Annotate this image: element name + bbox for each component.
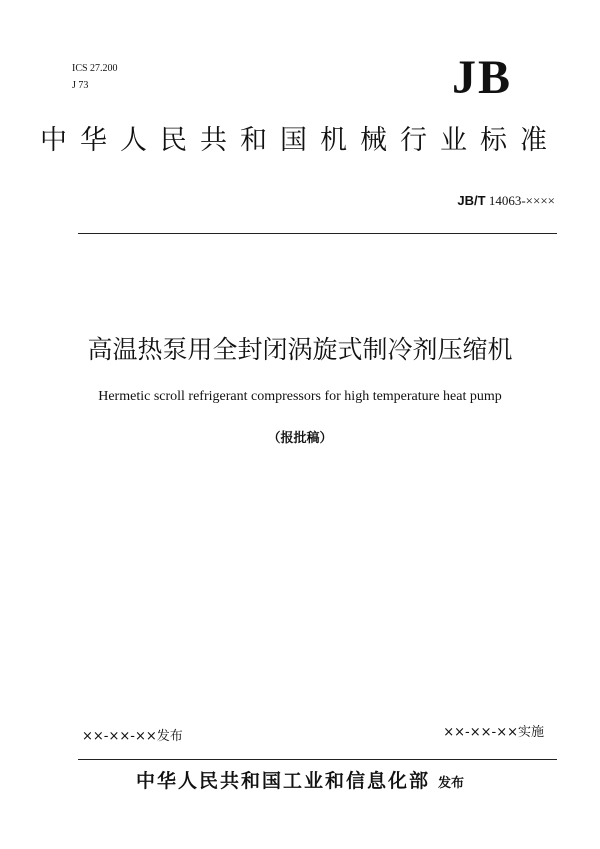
issuer-line bbox=[0, 768, 600, 797]
standard-number bbox=[457, 192, 555, 210]
standard-prefix: JB/T bbox=[457, 193, 486, 208]
header-divider bbox=[78, 233, 557, 234]
document-title-chinese: 高温热泵用全封闭涡旋式制冷剂压缩机 bbox=[87, 335, 513, 364]
organization-title: 中华人民共和国机械行业标准 bbox=[40, 125, 560, 156]
document-title-english: Hermetic scroll refrigerant compressors for high temperature heat pump bbox=[98, 389, 502, 404]
draft-status: （报批稿） bbox=[267, 431, 333, 446]
ics-code: ICS 27.200 bbox=[72, 63, 118, 74]
issuer-name: 中华人民共和国工业和信息化部 bbox=[135, 770, 430, 792]
classification-code: J 73 bbox=[72, 80, 89, 91]
footer-divider bbox=[78, 759, 557, 760]
standard-code: 14063-×××× bbox=[488, 193, 555, 208]
jb-logo: JB bbox=[452, 51, 513, 104]
implement-date: ××-××-××实施 bbox=[443, 725, 544, 740]
issuer-verb: 发布 bbox=[438, 776, 465, 791]
publish-date: ××-××-××发布 bbox=[82, 729, 183, 744]
